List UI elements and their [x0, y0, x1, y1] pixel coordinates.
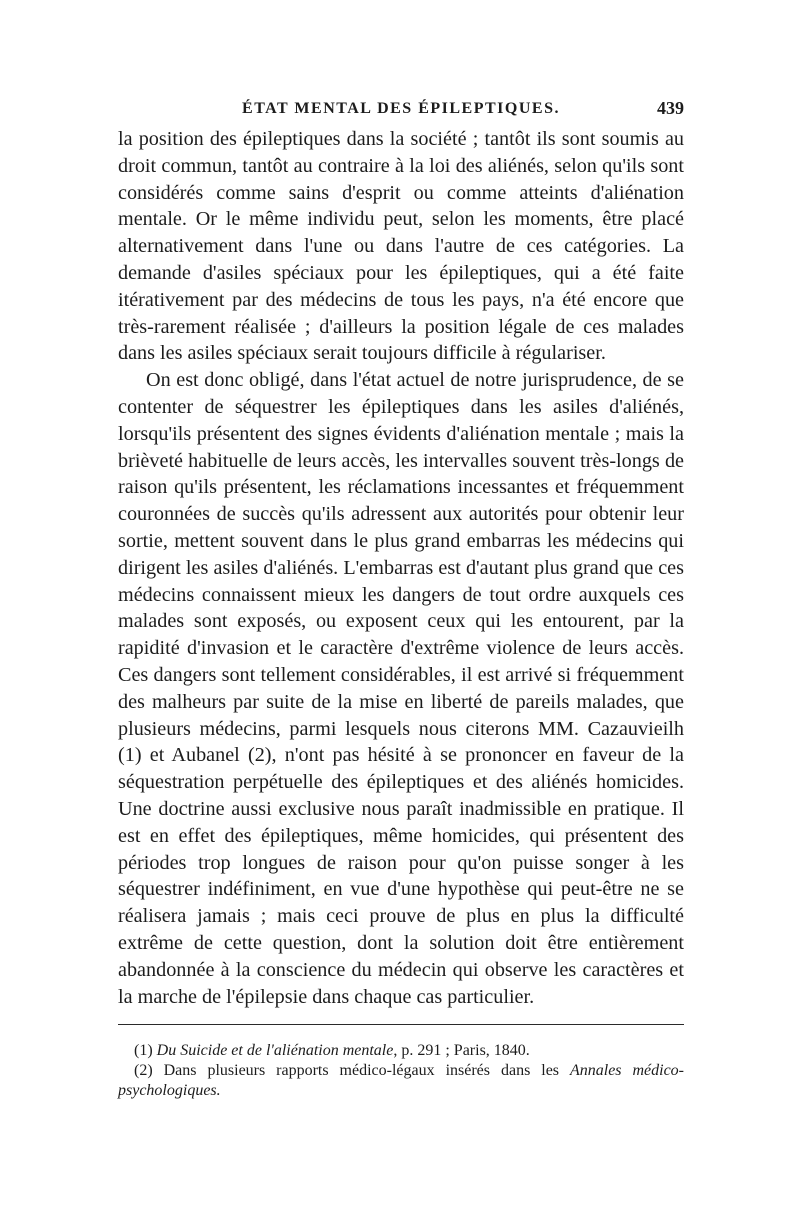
paragraph-1: la position des épileptiques dans la société ; tantôt ils sont soumis au droit commun, tantôt au contraire à la loi des aliénés, selon qu'ils sont considérés comme sains d'esprit ou comme atteints d'aliénation mentale. Or le même individu peut, selon les moments, être placé alternativement dans l'une ou dans l'autre de ces catégories. La demande d'asiles spéciaux pour les épileptiques, qui a été faite itérativement par des médecins de tous les pays, n'a été encore que très-rarement réalisée ; d'ailleurs la position légale de ces malades dans les asiles spéciaux serait toujours difficile à régulariser. — [118, 128, 684, 365]
footnote-2-marker: (2) — [134, 1062, 153, 1080]
footnote-2-text: Dans plusieurs rapports médico-légaux insérés dans les — [163, 1062, 560, 1080]
footnote-1-marker: (1) — [134, 1042, 153, 1060]
footnote-1 — [118, 1041, 684, 1061]
footnotes — [118, 1041, 684, 1101]
book-page — [118, 96, 684, 1101]
footnote-2-journal: Annales médico-psychologiques. — [118, 1062, 684, 1100]
running-title: ÉTAT MENTAL DES ÉPILEPTIQUES. — [242, 100, 560, 117]
paragraph-2: On est donc obligé, dans l'état actuel de notre jurisprudence, de se contenter de séquestrer les épileptiques dans les asiles d'aliénés, lorsqu'ils présentent des signes évidents d'aliénation mentale ; mais la brièveté habituelle de leurs accès, les intervalles souvent très-longs de raison qu'ils présentent, les réclamations incessantes et fréquemment couronnées de succès qu'ils adressent aux autorités pour obtenir leur sortie, mettent souvent dans le plus grand embarras les médecins qui dirigent les asiles d'aliénés. L'embarras est d'autant plus grand que ces médecins connaissent mieux les dangers de tout ordre auxquels ces malades sont exposés, ou exposent ceux qui les entourent, par la rapidité d'invasion et le caractère d'extrême violence de leurs accès. Ces dangers sont tellement considérables, il est arrivé si fréquemment des malheurs par suite de la mise en liberté de pareils malades, que plusieurs médecins, parmi lesquels nous citerons MM. Cazauvieilh (1) et Aubanel (2), n'ont pas hésité à se prononcer en faveur de la séquestration perpétuelle des épileptiques et des aliénés homicides. Une doctrine aussi exclusive nous paraît inadmissible en pratique. Il est en effet des épileptiques, même homicides, qui présentent des périodes trop longues de raison pour qu'on puisse songer à les séquestrer indéfiniment, en vue d'une hypothèse qui peut-être ne se réalisera jamais ; mais ceci prouve de plus en plus la difficulté extrême de cette question, dont la solution doit être entièrement abandonnée à la conscience du médecin qui observe les caractères et la marche de l'épilepsie dans chaque cas particulier. — [118, 369, 684, 1008]
footnote-2 — [118, 1061, 684, 1101]
running-head — [118, 96, 684, 126]
footnote-1-reference: , p. 291 ; Paris, 1840. — [393, 1042, 530, 1060]
footnote-1-title: Du Suicide et de l'aliénation mentale — [156, 1042, 394, 1060]
footnote-rule — [118, 1024, 684, 1025]
page-number: 439 — [657, 98, 684, 118]
body-text — [118, 126, 684, 1010]
